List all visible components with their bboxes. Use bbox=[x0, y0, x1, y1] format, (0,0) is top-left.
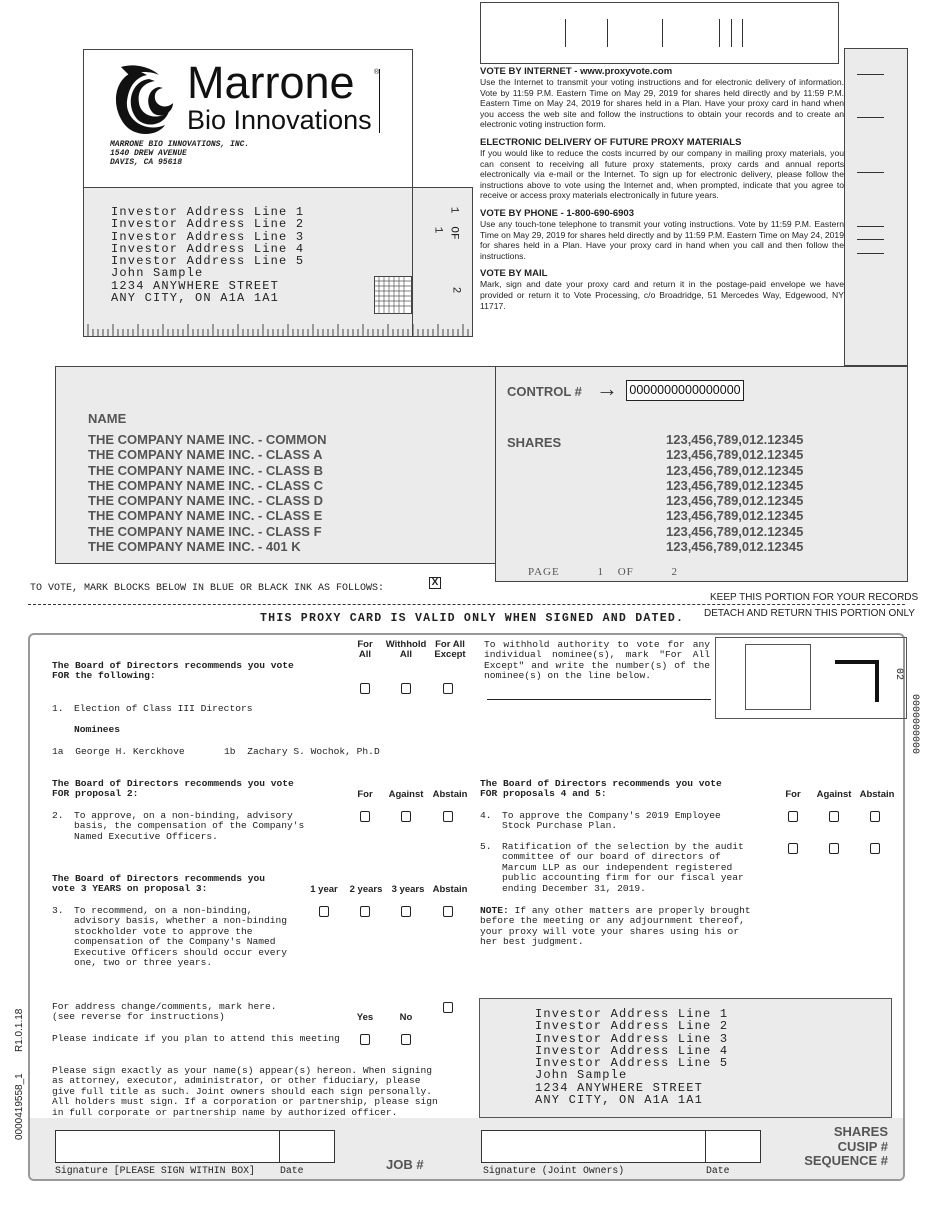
footer-codes bbox=[790, 1125, 888, 1169]
control-arrow-icon: → bbox=[596, 376, 618, 401]
holdings-page-total: 2 bbox=[671, 566, 679, 578]
nominee-1b bbox=[224, 747, 380, 757]
mailing-address-line: John Sample bbox=[111, 266, 204, 281]
keep-portion-text: KEEP THIS PORTION FOR YOUR RECORDS bbox=[710, 592, 919, 603]
share-amount: 123,456,789,012.12345 bbox=[666, 493, 804, 509]
board-rec-45: The Board of Directors recommends you vote FOR proposals 4 and 5: bbox=[480, 778, 722, 800]
col-abstain-45: Abstain bbox=[859, 789, 895, 800]
mailing-address-line: ANY CITY, ON A1A 1A1 bbox=[111, 291, 280, 306]
shares-footer: SHARES bbox=[833, 1124, 888, 1139]
p5-for-checkbox[interactable] bbox=[788, 843, 798, 854]
note-body: If any other matters are properly brought before the meeting or any adjournment thereof, your proxy will vote your shares using his or her best judgment. bbox=[480, 905, 751, 948]
board-rec-3: The Board of Directors recommends you vote 3 YEARS on proposal 3: bbox=[52, 873, 266, 895]
share-amount: 123,456,789,012.12345 bbox=[666, 462, 804, 478]
vote-instructions bbox=[480, 66, 844, 311]
p4-num: 4. bbox=[480, 810, 492, 821]
sender-address bbox=[110, 140, 249, 167]
address-change-line1: For address change/comments, mark here. bbox=[52, 1001, 277, 1012]
holding-name: THE COMPANY NAME INC. - CLASS E bbox=[88, 508, 323, 524]
vote-phone-text: Use any touch-tone telephone to transmit your voting instructions. Vote by 11:59 P.M. Eastern Time on May 29, 2019 for shares held directly and by 11:59 P.M. Eastern Time on May 24, 2019 for shares held in a Plan. Have your proxy card in hand when you call and then follow the instructions. bbox=[480, 218, 844, 261]
electronic-delivery-title: ELECTRONIC DELIVERY OF FUTURE PROXY MATERIALS bbox=[480, 136, 742, 148]
envelope-page-counter bbox=[414, 200, 474, 300]
envelope-page-total: 1 bbox=[431, 226, 444, 234]
left-code-1: R1.0.1.18 bbox=[14, 1008, 25, 1052]
timing-strip bbox=[844, 48, 908, 366]
card-address-line: 1234 ANYWHERE STREET bbox=[535, 1080, 704, 1095]
sender-line3: DAVIS, CA 95618 bbox=[110, 158, 183, 167]
holding-name: THE COMPANY NAME INC. - CLASS D bbox=[88, 493, 323, 509]
shares-label: SHARES bbox=[507, 435, 562, 450]
board-rec-1: The Board of Directors recommends you vote FOR the following: bbox=[52, 660, 294, 682]
joint-date-label: Date bbox=[706, 1165, 730, 1176]
envelope-page-current: 1 bbox=[447, 206, 460, 214]
col-against: Against bbox=[388, 789, 424, 800]
envelope-page-of: OF bbox=[447, 226, 460, 240]
sign-instructions: Please sign exactly as your name(s) appear(s) hereon. When signing as attorney, executor, administrator, or other fiduciary, please give full title as such. Joint owners should each sign personally. All holders must sign. If a corporation or partnership, please sign in full corporate or partnership name by authorized officer. bbox=[52, 1065, 438, 1118]
detach-line bbox=[28, 604, 905, 605]
mailing-address-line: Investor Address Line 4 bbox=[111, 241, 305, 256]
nominee-1a bbox=[52, 747, 185, 757]
p5-against-checkbox[interactable] bbox=[829, 843, 839, 854]
p4-for-checkbox[interactable] bbox=[788, 811, 798, 822]
logo-registered-mark: ® bbox=[374, 69, 380, 76]
p3-3years-checkbox[interactable] bbox=[401, 906, 411, 917]
col-for: For bbox=[357, 789, 373, 800]
share-amount: 123,456,789,012.12345 bbox=[666, 432, 804, 447]
address-change-text bbox=[52, 1002, 277, 1023]
p2-num: 2. bbox=[52, 810, 64, 821]
mark-example-box: X bbox=[429, 577, 441, 589]
col-3years: 3 years bbox=[391, 884, 425, 895]
date-label: Date bbox=[280, 1165, 304, 1176]
card-address-line: Investor Address Line 4 bbox=[535, 1043, 729, 1058]
p2-text: To approve, on a non-binding, advisory basis, the compensation of the Company's Named Executive Officers. bbox=[74, 810, 305, 842]
card-address-line: John Sample bbox=[535, 1068, 628, 1083]
p1-num: 1. bbox=[52, 703, 64, 714]
attend-text: Please indicate if you plan to attend this meeting bbox=[52, 1033, 340, 1044]
ruler-ticks bbox=[86, 322, 471, 336]
holding-name: THE COMPANY NAME INC. - COMMON bbox=[88, 432, 327, 447]
sender-line2: 1540 DREW AVENUE bbox=[110, 149, 187, 158]
card-address-line: Investor Address Line 2 bbox=[535, 1019, 729, 1034]
holdings-page-label: PAGE bbox=[528, 566, 560, 578]
job-label: JOB # bbox=[386, 1157, 424, 1172]
share-amount: 123,456,789,012.12345 bbox=[666, 523, 804, 539]
p4-text: To approve the Company's 2019 Employee Stock Purchase Plan. bbox=[502, 810, 721, 832]
cusip-footer: CUSIP # bbox=[837, 1138, 888, 1154]
left-code-2: 0000419558_1 bbox=[14, 1073, 25, 1140]
valid-notice: THIS PROXY CARD IS VALID ONLY WHEN SIGNED AND DATED. bbox=[260, 612, 685, 625]
vote-internet-title: VOTE BY INTERNET - www.proxyvote.com bbox=[480, 66, 673, 77]
holding-name: THE COMPANY NAME INC. - CLASS B bbox=[88, 462, 323, 478]
side-code-2: 0000000000 bbox=[909, 694, 920, 755]
card-address-line: ANY CITY, ON A1A 1A1 bbox=[535, 1093, 704, 1108]
swirl-logo-icon bbox=[107, 65, 185, 137]
share-amount: 123,456,789,012.12345 bbox=[666, 447, 804, 463]
electronic-delivery-text: If you would like to reduce the costs incurred by our company in mailing proxy materials, you can consent to receiving all future proxy statements, proxy cards and annual reports electronically via e-mail or the Internet. To sign up for electronic delivery, please follow the instructions above to vote using the Internet and, when prompted, indicate that you agree to receive or access proxy materials electronically in future years. bbox=[480, 147, 844, 201]
holdings-page-counter bbox=[528, 566, 678, 578]
col-for-all-except: For All Except bbox=[434, 639, 466, 660]
col-abstain: Abstain bbox=[432, 789, 468, 800]
vote-mail-title: VOTE BY MAIL bbox=[480, 268, 548, 280]
joint-date-box[interactable] bbox=[705, 1130, 761, 1163]
share-amount: 123,456,789,012.12345 bbox=[666, 477, 804, 493]
holdings-names bbox=[88, 432, 327, 554]
board-rec-2: The Board of Directors recommends you vote FOR proposal 2: bbox=[52, 778, 294, 800]
side-code-1: 02 bbox=[893, 668, 904, 681]
vote-internet-text: Use the Internet to transmit your voting instructions and for electronic delivery of information. Vote by 11:59 P.M. Eastern Time on May 29, 2019 for shares held directly and by 11:59 P.M. Eastern Time on May 24, 2019 for shares held in a Plan. Have your proxy card in hand when you access the web site and follow the instructions to obtain your records and to create an electronic voting instruction form. bbox=[480, 77, 844, 130]
mailing-address-line: Investor Address Line 1 bbox=[111, 205, 305, 219]
p3-abstain-checkbox[interactable] bbox=[443, 906, 453, 917]
holding-name: THE COMPANY NAME INC. - 401 K bbox=[88, 539, 301, 555]
withhold-all-checkbox[interactable] bbox=[401, 683, 411, 694]
mailing-address bbox=[111, 206, 304, 304]
except-nominee-line[interactable] bbox=[487, 699, 711, 700]
holdings-page-current: 1 bbox=[597, 566, 604, 578]
mailing-address-line: Investor Address Line 3 bbox=[111, 229, 305, 244]
p5-abstain-checkbox[interactable] bbox=[870, 843, 880, 854]
logo-name-line1: Marrone bbox=[187, 57, 355, 108]
mailing-address-line: Investor Address Line 5 bbox=[111, 254, 305, 269]
signature-label: Signature [PLEASE SIGN WITHIN BOX] bbox=[55, 1165, 255, 1176]
col-for-all: For All bbox=[357, 639, 373, 660]
logo-name-line2: Bio Innovations bbox=[187, 105, 372, 135]
mark-instruction: TO VOTE, MARK BLOCKS BELOW IN BLUE OR BLACK INK AS FOLLOWS: bbox=[30, 583, 385, 594]
detach-portion-text: DETACH AND RETURN THIS PORTION ONLY bbox=[704, 608, 915, 619]
holding-name: THE COMPANY NAME INC. - CLASS C bbox=[88, 477, 323, 493]
card-address-line: Investor Address Line 1 bbox=[535, 1007, 729, 1021]
for-all-checkbox[interactable] bbox=[360, 683, 370, 694]
signature-date-box[interactable] bbox=[279, 1130, 335, 1163]
holding-name: THE COMPANY NAME INC. - CLASS F bbox=[88, 523, 322, 539]
address-change-line2: (see reverse for instructions) bbox=[52, 1011, 225, 1023]
withhold-instructions: To withhold authority to vote for any individual nominee(s), mark "For All Except" and write the number(s) of the nominee(s) on the line below. bbox=[484, 639, 710, 682]
control-label: CONTROL # bbox=[507, 384, 582, 399]
corner-mark bbox=[835, 660, 879, 702]
control-number: 0000000000000000 bbox=[626, 380, 744, 401]
mailing-address-line: 1234 ANYWHERE STREET bbox=[111, 278, 280, 293]
envelope-side-number: 2 bbox=[449, 286, 462, 294]
card-address-line: Investor Address Line 3 bbox=[535, 1031, 729, 1046]
vote-mail-text: Mark, sign and date your proxy card and return it in the postage-paid envelope we have provided or return it to Vote Processing, c/o Broadridge, 51 Mercedes Way, Edgewood, NY 11717. bbox=[480, 279, 844, 311]
p5-text: Ratification of the selection by the audit committee of our board of directors of Marcum LLP as our independent registered public accounting firm for our fiscal year ending December 31, 2019. bbox=[502, 841, 744, 894]
nominee-1b-name: Zachary S. Wochok, Ph.D bbox=[247, 746, 380, 757]
joint-signature-box[interactable] bbox=[481, 1130, 706, 1163]
p3-1year-checkbox[interactable] bbox=[319, 906, 329, 917]
col-against-45: Against bbox=[816, 789, 852, 800]
mailing-address-line: Investor Address Line 2 bbox=[111, 217, 305, 232]
attend-yes-checkbox[interactable] bbox=[360, 1034, 370, 1045]
share-amount: 123,456,789,012.12345 bbox=[666, 508, 804, 524]
p2-against-checkbox[interactable] bbox=[401, 811, 411, 822]
grid-mark-icon bbox=[374, 276, 412, 314]
share-amount: 123,456,789,012.12345 bbox=[666, 539, 804, 555]
p4-against-checkbox[interactable] bbox=[829, 811, 839, 822]
p2-abstain-checkbox[interactable] bbox=[443, 811, 453, 822]
col-abstain-3: Abstain bbox=[432, 884, 468, 895]
col-for-45: For bbox=[785, 789, 801, 800]
col-2years: 2 years bbox=[349, 884, 383, 895]
holdings-shares bbox=[666, 432, 803, 554]
col-yes: Yes bbox=[356, 1012, 374, 1023]
card-barcode-box bbox=[715, 637, 907, 719]
sender-line1: MARRONE BIO INNOVATIONS, INC. bbox=[110, 140, 250, 149]
p4-abstain-checkbox[interactable] bbox=[870, 811, 880, 822]
note-text bbox=[480, 906, 762, 948]
sequence-footer: SEQUENCE # bbox=[804, 1153, 888, 1168]
p1-text: Election of Class III Directors bbox=[74, 703, 253, 714]
holdings-page-of: OF bbox=[617, 566, 634, 578]
attend-no-checkbox[interactable] bbox=[401, 1034, 411, 1045]
p3-num: 3. bbox=[52, 905, 64, 916]
note-label: NOTE: bbox=[480, 905, 509, 916]
p3-2years-checkbox[interactable] bbox=[360, 906, 370, 917]
card-address bbox=[535, 1008, 728, 1106]
nominee-1a-name: George H. Kerckhove bbox=[75, 746, 185, 757]
card-barcode-square bbox=[745, 644, 811, 710]
p3-text: To recommend, on a non-binding, advisory basis, whether a non-binding stockholder vote to approve the compensation of the Company's Named Executive Officers should occur every one, two or three years. bbox=[74, 905, 288, 969]
card-address-line: Investor Address Line 5 bbox=[535, 1056, 729, 1071]
holding-name: THE COMPANY NAME INC. - CLASS A bbox=[88, 447, 323, 463]
nominee-1b-num: 1b bbox=[224, 746, 236, 757]
col-no: No bbox=[399, 1012, 413, 1023]
nominee-1a-num: 1a bbox=[52, 746, 64, 757]
address-change-checkbox[interactable] bbox=[443, 1002, 453, 1013]
vote-phone-title: VOTE BY PHONE - 1-800-690-6903 bbox=[480, 207, 635, 219]
nominees-label: Nominees bbox=[74, 724, 121, 735]
col-withhold-all: Withhold All bbox=[385, 639, 427, 660]
holdings-name-label: NAME bbox=[88, 411, 127, 426]
joint-signature-label: Signature (Joint Owners) bbox=[483, 1165, 625, 1176]
p2-for-checkbox[interactable] bbox=[360, 811, 370, 822]
company-logo bbox=[107, 57, 385, 137]
top-barcode-box bbox=[480, 2, 839, 64]
p5-num: 5. bbox=[480, 841, 492, 852]
col-1year: 1 year bbox=[310, 884, 338, 895]
for-all-except-checkbox[interactable] bbox=[443, 683, 453, 694]
signature-box[interactable] bbox=[55, 1130, 280, 1163]
